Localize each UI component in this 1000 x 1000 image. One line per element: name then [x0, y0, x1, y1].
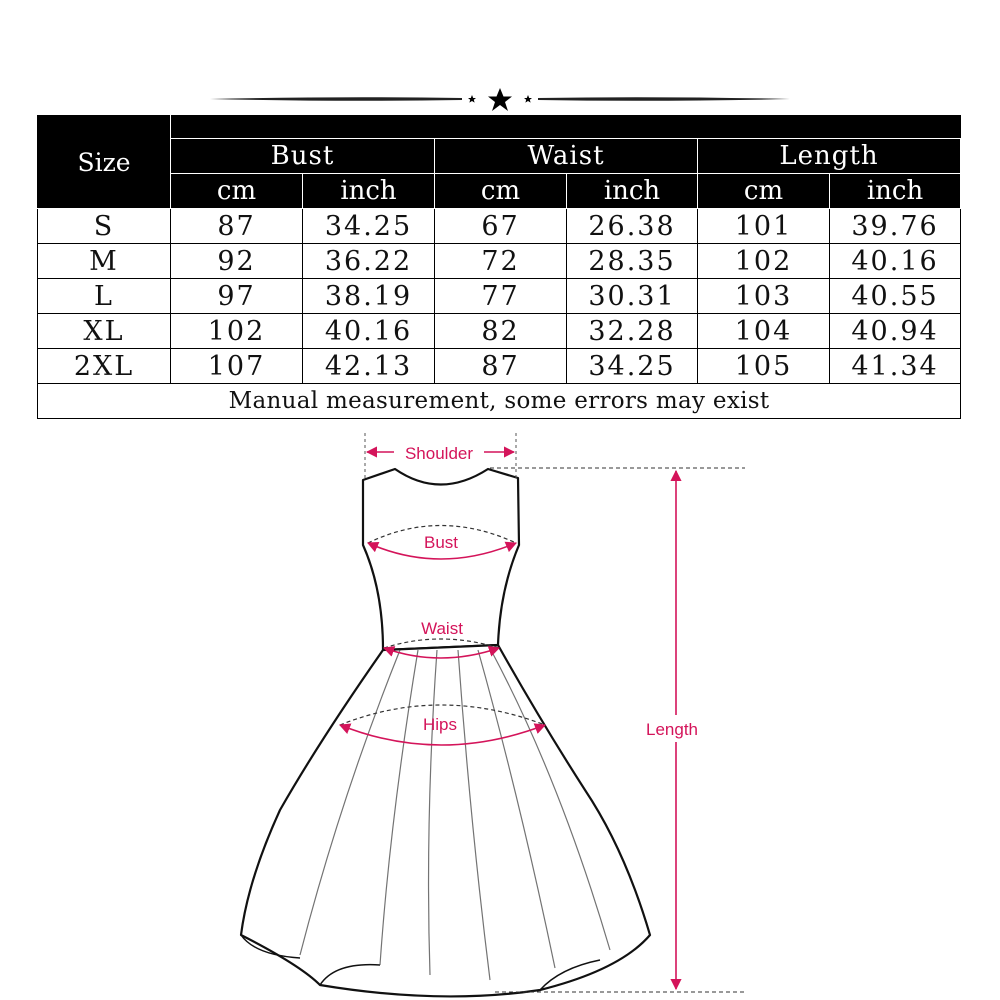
table-cell: 38.19: [303, 279, 435, 314]
unit-header: cm: [698, 174, 830, 209]
table-cell: 87: [171, 209, 303, 244]
bust-label: Bust: [423, 533, 459, 552]
table-cell: 26.38: [567, 209, 698, 244]
table-cell: 34.25: [567, 349, 698, 384]
table-cell: 92: [171, 244, 303, 279]
size-cell: XL: [38, 314, 171, 349]
unit-header: inch: [567, 174, 698, 209]
size-cell: 2XL: [38, 349, 171, 384]
table-cell: 104: [698, 314, 830, 349]
waist-group-header: Waist: [435, 139, 698, 174]
size-column-header: Size: [38, 116, 171, 209]
table-cell: 40.16: [830, 244, 961, 279]
table-cell: 102: [171, 314, 303, 349]
unit-header: cm: [435, 174, 567, 209]
table-cell: 36.22: [303, 244, 435, 279]
size-cell: L: [38, 279, 171, 314]
size-cell: S: [38, 209, 171, 244]
table-cell: 87: [435, 349, 567, 384]
table-cell: 40.94: [830, 314, 961, 349]
hips-label: Hips: [422, 715, 458, 734]
size-cell: M: [38, 244, 171, 279]
table-cell: 67: [435, 209, 567, 244]
waist-label: Waist: [421, 619, 463, 638]
unit-header: cm: [171, 174, 303, 209]
table-cell: 102: [698, 244, 830, 279]
table-cell: 82: [435, 314, 567, 349]
table-cell: 32.28: [567, 314, 698, 349]
table-cell: 105: [698, 349, 830, 384]
table-cell: 28.35: [567, 244, 698, 279]
table-cell: 30.31: [567, 279, 698, 314]
measurement-note: Manual measurement, some errors may exist: [38, 384, 961, 419]
length-group-header: Length: [698, 139, 961, 174]
bust-group-header: Bust: [171, 139, 435, 174]
table-cell: 101: [698, 209, 830, 244]
table-cell: 40.55: [830, 279, 961, 314]
table-cell: 34.25: [303, 209, 435, 244]
table-cell: 72: [435, 244, 567, 279]
unit-header: inch: [303, 174, 435, 209]
table-cell: 40.16: [303, 314, 435, 349]
table-cell: 39.76: [830, 209, 961, 244]
table-cell: 41.34: [830, 349, 961, 384]
table-cell: 107: [171, 349, 303, 384]
unit-header: inch: [830, 174, 961, 209]
table-cell: 97: [171, 279, 303, 314]
table-cell: 42.13: [303, 349, 435, 384]
shoulder-label: Shoulder: [404, 444, 474, 463]
length-label: Length: [646, 720, 698, 739]
table-cell: 103: [698, 279, 830, 314]
table-cell: 77: [435, 279, 567, 314]
